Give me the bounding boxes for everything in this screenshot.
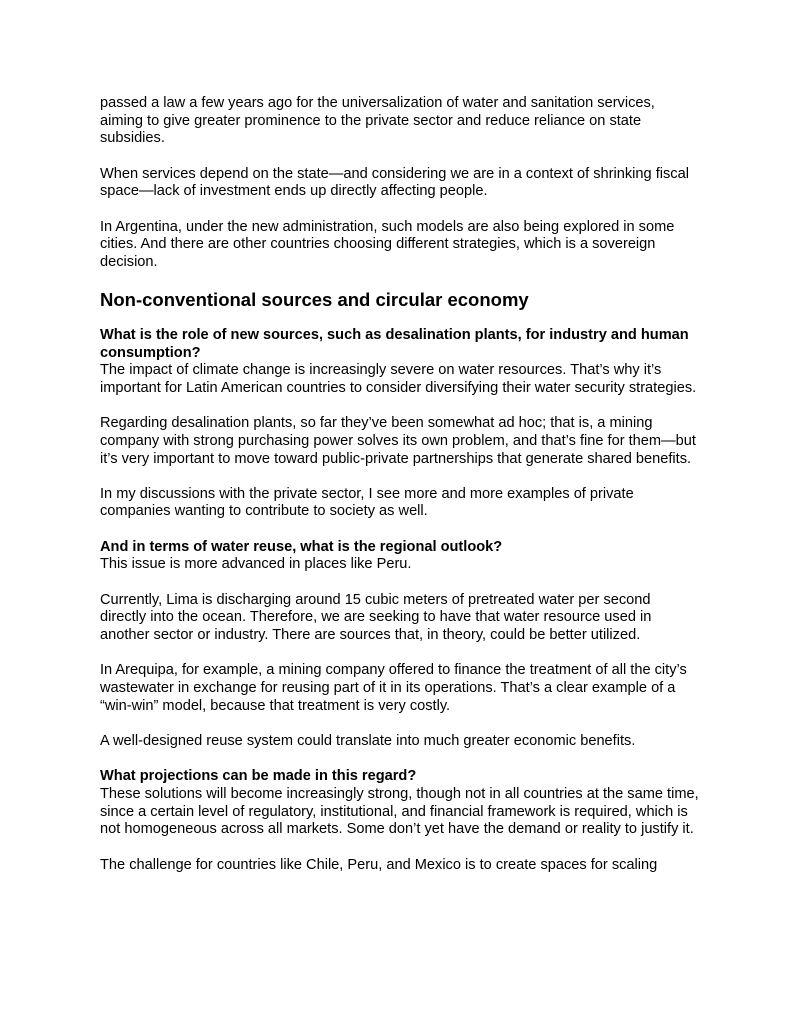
answer-water-reuse: This issue is more advanced in places like Peru. [100, 556, 412, 573]
paragraph-desalination-plants: Regarding desalination plants, so far they’ve been somewhat ad hoc; that is, a mining company with strong purchasing power solves its own problem, and that’s fine for them—but it’s very important to move toward public-private partnerships that generate shared benefits. [100, 415, 696, 467]
qa-block-desalination [100, 327, 700, 397]
question-desalination: What is the role of new sources, such as desalination plants, for industry and human consumption? [100, 327, 689, 361]
paragraph-challenge: The challenge for countries like Chile, Peru, and Mexico is to create spaces for scaling [100, 856, 658, 873]
section-heading: Non-conventional sources and circular economy [100, 289, 529, 311]
qa-block-water-reuse [100, 539, 700, 574]
document-page [100, 95, 700, 892]
paragraph-lima: Currently, Lima is discharging around 15 cubic meters of pretreated water per second directly into the ocean. Therefore, we are seeking to have that water resource used in another sector or industry. There are sources that, in theory, could be better utilized. [100, 591, 652, 644]
paragraph-universalization-law: passed a law a few years ago for the universalization of water and sanitation services, aiming to give greater prominence to the private sector and reduce reliance on state subsidies. [100, 95, 655, 147]
paragraph-reuse-benefits: A well-designed reuse system could translate into much greater economic benefits. [100, 733, 636, 750]
paragraph-arequipa: In Arequipa, for example, a mining company offered to finance the treatment of all the city’s wastewater in exchange for reusing part of it in its operations. That’s a clear example of a “win-win” model, because that treatment is very costly. [100, 662, 687, 714]
qa-block-projections [100, 768, 700, 838]
question-water-reuse: And in terms of water reuse, what is the regional outlook? [100, 538, 503, 555]
question-projections: What projections can be made in this regard? [100, 768, 417, 785]
answer-desalination: The impact of climate change is increasingly severe on water resources. That’s why it’s important for Latin American countries to consider diversifying their water security strategies. [100, 362, 697, 396]
answer-projections: These solutions will become increasingly strong, though not in all countries at the same time, since a certain level of regulatory, institutional, and financial framework is required, which is not homogeneous across all markets. Some don’t yet have the demand or reality to justify it. [100, 786, 699, 838]
paragraph-argentina: In Argentina, under the new administration, such models are also being explored in some cities. And there are other countries choosing different strategies, which is a sovereign decision. [100, 218, 675, 270]
paragraph-state-dependence: When services depend on the state—and considering we are in a context of shrinking fiscal space—lack of investment ends up directly affecting people. [100, 165, 689, 200]
paragraph-private-sector: In my discussions with the private sector, I see more and more examples of private companies wanting to contribute to society as well. [100, 485, 634, 520]
